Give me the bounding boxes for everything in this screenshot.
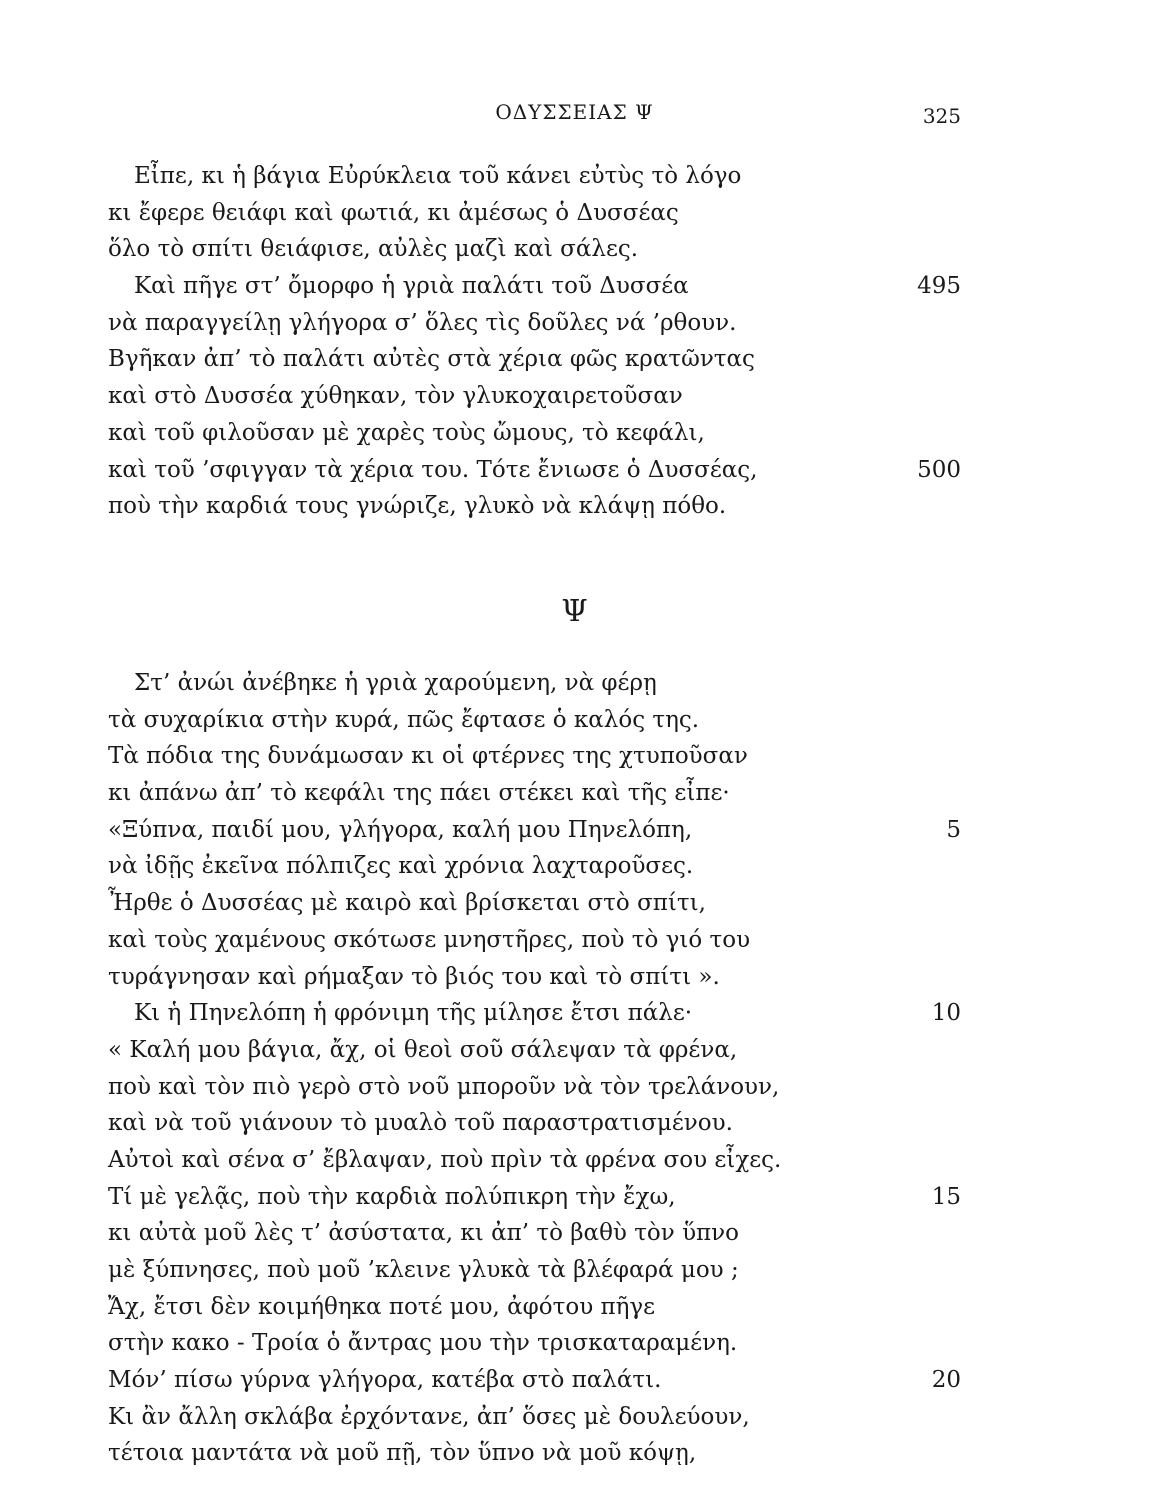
verse-line: [0, 268, 1149, 305]
verse-line: [0, 922, 1149, 959]
book-marker: Ψ: [561, 594, 588, 629]
verse-text: νὰ παραγγείλῃ γλήγορα σ’ ὅλες τὶς δοῦλες νά ’ρθουν.: [108, 309, 737, 336]
verse-text: Μόν’ πίσω γύρνα γλήγορα, κατέβα στὸ παλάτι.: [108, 1367, 662, 1394]
verse-line: [0, 1325, 1149, 1362]
verse-line: [0, 378, 1149, 415]
verse-line: [0, 1399, 1149, 1436]
line-number: 20: [931, 1367, 961, 1394]
verse-text: καὶ στὸ Δυσσέα χύθηκαν, τὸν γλυκοχαιρετοῦσαν: [108, 383, 683, 410]
verse-text: καὶ τοὺς χαμένους σκότωσε μνηστῆρες, ποὺ τὸ γιό του: [108, 926, 751, 953]
verse-text: τυράγνησαν καὶ ρήμαξαν τὸ βιός του καὶ τὸ σπίτι ».: [108, 963, 720, 990]
verse-line: [0, 1105, 1149, 1142]
verse-line: [0, 812, 1149, 849]
verse-text: τὰ συχαρίκια στὴν κυρά, πῶς ἔφτασε ὁ καλός της.: [108, 706, 700, 733]
verse-line: [0, 775, 1149, 812]
verse-line: [0, 1435, 1149, 1472]
verse-line: [0, 231, 1149, 268]
verse-text: καὶ νὰ τοῦ γιάνουν τὸ μυαλὸ τοῦ παραστρατισμένου.: [108, 1110, 733, 1137]
verse-line: [0, 452, 1149, 489]
verse-line: [0, 702, 1149, 739]
verse-line: [0, 1179, 1149, 1216]
verse-line: [0, 1142, 1149, 1179]
verse-text: κι αὐτὰ μοῦ λὲς τ’ ἀσύστατα, κι ἀπ’ τὸ βαθὺ τὸν ὕπνο: [108, 1220, 739, 1247]
line-number: 495: [917, 273, 961, 300]
verse-text: Τὰ πόδια της δυνάμωσαν κι οἱ φτέρνες της χτυποῦσαν: [108, 743, 748, 770]
line-number: 5: [946, 816, 961, 843]
verse-text: τέτοια μαντάτα νὰ μοῦ πῇ, τὸν ὕπνο νὰ μοῦ κόψῃ,: [108, 1440, 697, 1467]
verse-text: Εἶπε, κι ἡ βάγια Εὐρύκλεια τοῦ κάνει εὐτὺς τὸ λόγο: [134, 163, 742, 189]
verse-text: κι ἔφερε θειάφι καὶ φωτιά, κι ἀμέσως ὁ Δυσσέας: [108, 199, 679, 226]
verse-text: Ἄχ, ἔτσι δὲν κοιμήθηκα ποτέ μου, ἀφότου πῆγε: [108, 1293, 656, 1320]
verse-block-bottom: [0, 665, 1149, 1472]
verse-line: [0, 738, 1149, 775]
verse-text: Τί μὲ γελᾷς, ποὺ τὴν καρδιὰ πολύπικρη τὴν ἔχω,: [108, 1183, 676, 1210]
verse-line: [0, 158, 1149, 195]
verse-text: Ἦρθε ὁ Δυσσέας μὲ καιρὸ καὶ βρίσκεται στὸ σπίτι,: [108, 890, 706, 917]
verse-text: Κι ἡ Πηνελόπη ἡ φρόνιμη τῆς μίλησε ἔτσι πάλε·: [134, 1000, 693, 1027]
verse-line: [0, 848, 1149, 885]
verse-line: [0, 341, 1149, 378]
verse-line: [0, 305, 1149, 342]
verse-text: κι ἀπάνω ἀπ’ τὸ κεφάλι της πάει στέκει καὶ τῆς εἶπε·: [108, 780, 730, 807]
verse-text: καὶ τοῦ ’σφιγγαν τὰ χέρια του. Τότε ἔνιωσε ὁ Δυσσέας,: [108, 456, 758, 483]
verse-text: ὅλο τὸ σπίτι θειάφισε, αὐλὲς μαζὶ καὶ σάλες.: [108, 236, 639, 263]
verse-text: Καὶ πῆγε στ’ ὄμορφο ἡ γριὰ παλάτι τοῦ Δυσσέα: [134, 273, 689, 300]
verse-text: «Ξύπνα, παιδί μου, γλήγορα, καλή μου Πηνελόπη,: [108, 816, 693, 843]
verse-line: [0, 1362, 1149, 1399]
verse-text: Αὐτοὶ καὶ σένα σ’ ἔβλαψαν, ποὺ πρὶν τὰ φρένα σου εἶχες.: [108, 1146, 782, 1173]
verse-line: [0, 885, 1149, 922]
verse-line: [0, 1289, 1149, 1326]
verse-text: « Καλή μου βάγια, ἄχ, οἱ θεοὶ σοῦ σάλεψαν τὰ φρένα,: [108, 1036, 738, 1063]
verse-line: [0, 665, 1149, 702]
verse-text: ποὺ καὶ τὸν πιὸ γερὸ στὸ νοῦ μποροῦν νὰ τὸν τρελάνουν,: [108, 1073, 780, 1100]
verse-line: [0, 1215, 1149, 1252]
verse-text: Στ’ ἀνώι ἀνέβηκε ἡ γριὰ χαρούμενη, νὰ φέρῃ: [134, 670, 657, 696]
verse-line: [0, 488, 1149, 525]
verse-text: ποὺ τὴν καρδιά τους γνώριζε, γλυκὸ νὰ κλάψῃ πόθο.: [108, 493, 727, 520]
verse-text: μὲ ξύπνησες, ποὺ μοῦ ’κλεινε γλυκὰ τὰ βλέφαρά μου ;: [108, 1257, 739, 1283]
verse-text: νὰ ἰδῇς ἐκεῖνα πόλπιζες καὶ χρόνια λαχταροῦσες.: [108, 853, 694, 880]
verse-line: [0, 195, 1149, 232]
verse-block-top: [0, 158, 1149, 525]
verse-text: καὶ τοῦ φιλοῦσαν μὲ χαρὲς τοὺς ὤμους, τὸ κεφάλι,: [108, 419, 705, 446]
page-number: 325: [922, 104, 961, 128]
verse-line: [0, 1252, 1149, 1289]
verse-line: [0, 415, 1149, 452]
line-number: 10: [931, 1000, 961, 1027]
line-number: 15: [931, 1183, 961, 1210]
verse-line: [0, 1069, 1149, 1106]
line-number: 500: [917, 456, 961, 483]
verse-text: Βγῆκαν ἀπ’ τὸ παλάτι αὐτὲς στὰ χέρια φῶς κρατῶντας: [108, 346, 755, 373]
verse-line: [0, 959, 1149, 996]
verse-text: στὴν κακο - Τροία ὁ ἄντρας μου τὴν τρισκαταραμένη.: [108, 1330, 738, 1357]
verse-line: [0, 995, 1149, 1032]
running-header-title: ΟΔΥΣΣΕΙΑΣ Ψ: [495, 100, 654, 124]
verse-text: Κι ἂν ἄλλη σκλάβα ἐρχόντανε, ἀπ’ ὅσες μὲ δουλεύουν,: [108, 1403, 750, 1430]
verse-line: [0, 1032, 1149, 1069]
